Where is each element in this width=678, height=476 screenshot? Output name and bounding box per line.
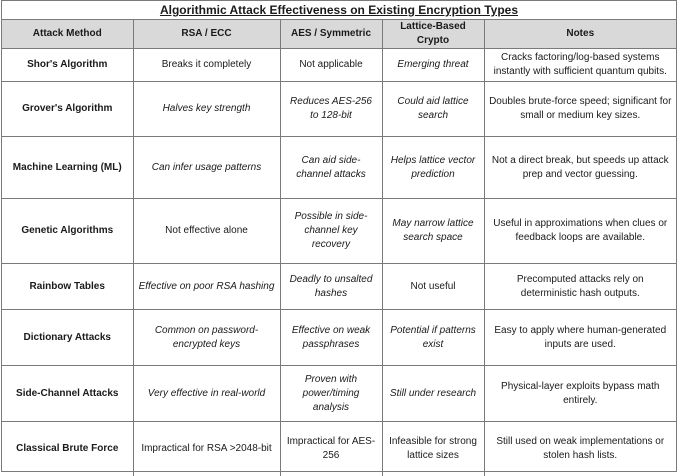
notes-cell: Easy to apply where human-generated inputs are used. bbox=[484, 310, 676, 366]
attack-method-cell: Shor's Algorithm bbox=[2, 49, 133, 82]
table-row bbox=[2, 366, 676, 422]
attack-table-container bbox=[1, 0, 677, 472]
table-row bbox=[2, 49, 676, 82]
attack-method-cell: Side-Channel Attacks bbox=[2, 366, 133, 422]
lattice-crypto-cell: Not useful bbox=[382, 264, 484, 310]
table-title: Algorithmic Attack Effectiveness on Existing Encryption Types bbox=[2, 1, 676, 20]
rsa-ecc-cell: Breaks it completely bbox=[133, 49, 280, 82]
header-rsa-ecc: RSA / ECC bbox=[133, 20, 280, 49]
rsa-ecc-cell: Impractical for RSA >2048-bit bbox=[133, 422, 280, 476]
aes-symmetric-cell: Effective on weak passphrases bbox=[280, 310, 382, 366]
table-row bbox=[2, 82, 676, 137]
lattice-crypto-cell: Could aid lattice search bbox=[382, 82, 484, 137]
aes-symmetric-cell: Reduces AES-256 to 128-bit bbox=[280, 82, 382, 137]
header-row bbox=[2, 20, 676, 49]
rsa-ecc-cell: Effective on poor RSA hashing bbox=[133, 264, 280, 310]
notes-cell: Cracks factoring/log-based systems instantly with sufficient quantum qubits. bbox=[484, 49, 676, 82]
header-lattice-crypto: Lattice-Based Crypto bbox=[382, 20, 484, 49]
notes-cell: Not a direct break, but speeds up attack prep and vector guessing. bbox=[484, 137, 676, 199]
aes-symmetric-cell: Proven with power/timing analysis bbox=[280, 366, 382, 422]
attack-method-cell: Dictionary Attacks bbox=[2, 310, 133, 366]
lattice-crypto-cell: Emerging threat bbox=[382, 49, 484, 82]
table-row bbox=[2, 264, 676, 310]
attack-table bbox=[2, 20, 676, 476]
aes-symmetric-cell: Possible in side-channel key recovery bbox=[280, 199, 382, 264]
notes-cell: Useful in approximations when clues or feedback loops are available. bbox=[484, 199, 676, 264]
table-row bbox=[2, 137, 676, 199]
table-row bbox=[2, 199, 676, 264]
aes-symmetric-cell: Impractical for AES-256 bbox=[280, 422, 382, 476]
rsa-ecc-cell: Not effective alone bbox=[133, 199, 280, 264]
attack-method-cell: Grover's Algorithm bbox=[2, 82, 133, 137]
notes-cell: Physical-layer exploits bypass math entirely. bbox=[484, 366, 676, 422]
attack-method-cell: Machine Learning (ML) bbox=[2, 137, 133, 199]
aes-symmetric-cell: Deadly to unsalted hashes bbox=[280, 264, 382, 310]
aes-symmetric-cell: Not applicable bbox=[280, 49, 382, 82]
lattice-crypto-cell: Infeasible for strong lattice sizes bbox=[382, 422, 484, 476]
header-aes-symmetric: AES / Symmetric bbox=[280, 20, 382, 49]
lattice-crypto-cell: Helps lattice vector prediction bbox=[382, 137, 484, 199]
lattice-crypto-cell: Still under research bbox=[382, 366, 484, 422]
aes-symmetric-cell: Can aid side-channel attacks bbox=[280, 137, 382, 199]
rsa-ecc-cell: Halves key strength bbox=[133, 82, 280, 137]
attack-method-cell: Rainbow Tables bbox=[2, 264, 133, 310]
rsa-ecc-cell: Can infer usage patterns bbox=[133, 137, 280, 199]
table-row bbox=[2, 422, 676, 476]
lattice-crypto-cell: May narrow lattice search space bbox=[382, 199, 484, 264]
rsa-ecc-cell: Common on password-encrypted keys bbox=[133, 310, 280, 366]
notes-cell: Doubles brute-force speed; significant for small or medium key sizes. bbox=[484, 82, 676, 137]
attack-method-cell: Classical Brute Force bbox=[2, 422, 133, 476]
attack-method-cell: Genetic Algorithms bbox=[2, 199, 133, 264]
notes-cell: Precomputed attacks rely on deterministic hash outputs. bbox=[484, 264, 676, 310]
header-notes: Notes bbox=[484, 20, 676, 49]
lattice-crypto-cell: Potential if patterns exist bbox=[382, 310, 484, 366]
table-row bbox=[2, 310, 676, 366]
rsa-ecc-cell: Very effective in real-world bbox=[133, 366, 280, 422]
header-attack-method: Attack Method bbox=[2, 20, 133, 49]
notes-cell: Still used on weak implementations or stolen hash lists. bbox=[484, 422, 676, 476]
